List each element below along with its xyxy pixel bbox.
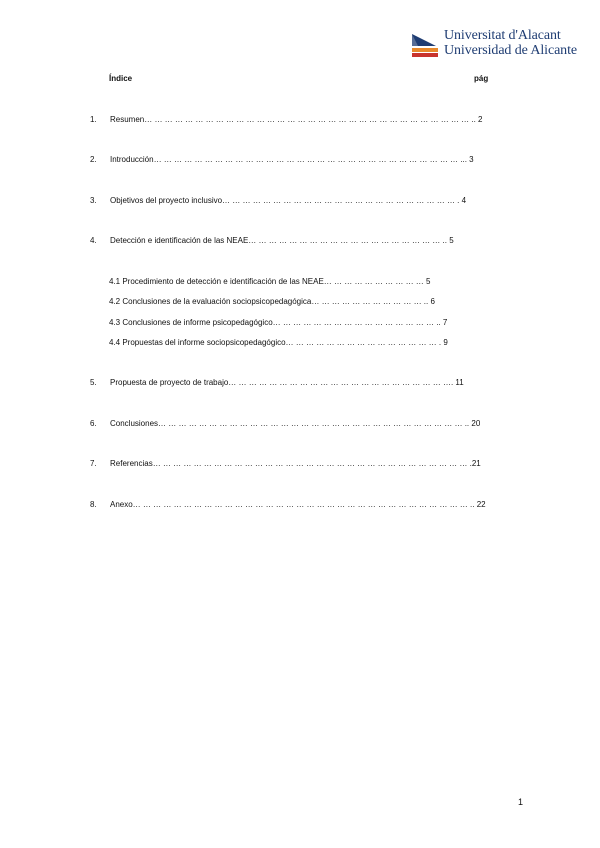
university-name-spanish: Universidad de Alicante — [444, 43, 577, 58]
toc-entry-objetivos[interactable] — [90, 195, 490, 207]
university-emblem-icon — [410, 30, 440, 60]
toc-entry-number: 8. — [90, 500, 97, 509]
toc-subentry-4-3[interactable]: 4.3 Conclusiones de informe psicopedagógico… … … … … … … … … … … … … … … … .. 7 — [109, 318, 448, 327]
toc-entry-text: Introducción… … … … … … … … … … … … … … … … … … … … … … … … … … … … … … ... 3 — [110, 155, 474, 164]
toc-entry-deteccion[interactable] — [90, 235, 490, 247]
toc-page-header: pág — [474, 74, 489, 83]
university-name-valencian: Universitat d'Alacant — [444, 28, 561, 43]
university-name — [444, 28, 584, 58]
toc-entry-text: Propuesta de proyecto de trabajo… … … … … … … … … … … … … … … … … … … … … …. 11 — [110, 378, 464, 387]
toc-entry-number: 7. — [90, 459, 97, 468]
page-number: 1 — [518, 797, 524, 807]
toc-entry-number: 4. — [90, 236, 97, 245]
toc-entry-number: 6. — [90, 419, 97, 428]
toc-entry-text: Objetivos del proyecto inclusivo… … … … … … … … … … … … … … … … … … … … … … … . 4 — [110, 196, 467, 205]
toc-subentry-4-2[interactable]: 4.2 Conclusiones de la evaluación sociopsicopedagógica… … … … … … … … … … … .. 6 — [109, 297, 435, 306]
toc-entry-text: Conclusiones… … … … … … … … … … … … … … … … … … … … … … … … … … … … … … .. 20 — [110, 419, 481, 428]
toc-entry-text: Anexo… … … … … … … … … … … … … … … … … … … … … … … … … … … … … … … … … .. 22 — [110, 500, 486, 509]
toc-entry-number: 2. — [90, 155, 97, 164]
toc-entry-anexo[interactable] — [90, 499, 490, 511]
toc-entry-number: 3. — [90, 196, 97, 205]
toc-subentry-4-4[interactable]: 4.4 Propuestas del informe sociopsicopedagógico… … … … … … … … … … … … … … … . 9 — [109, 338, 448, 347]
toc-entry-conclusiones[interactable] — [90, 418, 490, 430]
toc-entry-text: Referencias… … … … … … … … … … … … … … … … … … … … … … … … … … … … … … … .21 — [110, 459, 481, 468]
toc-entry-resumen[interactable] — [90, 114, 490, 126]
toc-entry-number: 1. — [90, 115, 97, 124]
toc-entry-text: Resumen… … … … … … … … … … … … … … … … … … … … … … … … … … … … … … … … .. 2 — [110, 115, 483, 124]
toc-subentry-4-1[interactable]: 4.1 Procedimiento de detección e identificación de las NEAE… … … … … … … … … … 5 — [109, 277, 431, 286]
toc-entry-text: Detección e identificación de las NEAE… … … … … … … … … … … … … … … … … … … .. 5 — [110, 236, 454, 245]
toc-title: Índice — [109, 74, 133, 83]
toc-entry-propuesta[interactable] — [90, 377, 490, 389]
toc-entry-referencias[interactable] — [90, 458, 490, 470]
toc-entry-introduccion[interactable] — [90, 154, 490, 166]
toc-entry-number: 5. — [90, 378, 97, 387]
university-logo — [410, 28, 580, 62]
